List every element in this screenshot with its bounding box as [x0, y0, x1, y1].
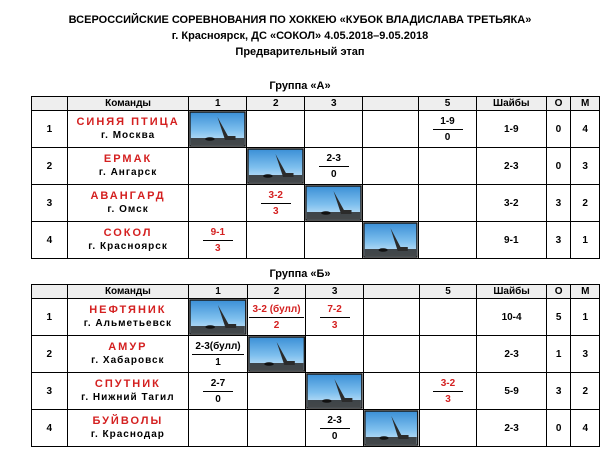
empty-cell: [419, 410, 477, 447]
row-number: 2: [32, 336, 68, 373]
self-match-cell: [364, 410, 420, 447]
empty-cell: [247, 111, 305, 148]
column-header-points: О: [546, 285, 571, 299]
row-number: 2: [32, 148, 68, 185]
empty-cell: [419, 185, 477, 222]
hockey-rink-icon: [305, 185, 362, 221]
score-result: 3-2: [433, 377, 463, 392]
empty-cell: [419, 222, 477, 259]
score-result: 2-3: [319, 152, 349, 167]
score-points: 0: [330, 168, 337, 180]
row-number: 4: [32, 410, 68, 447]
empty-cell: [363, 111, 419, 148]
team-name: АМУР: [108, 341, 148, 353]
goals-cell: 2-3: [477, 336, 546, 373]
score-cell: [306, 410, 364, 447]
team-name: БУЙВОЛЫ: [92, 415, 164, 427]
team-name: АВАНГАРД: [90, 190, 166, 202]
self-match-cell: [189, 111, 247, 148]
empty-cell: [419, 336, 477, 373]
column-header-blank: [32, 285, 68, 299]
match-score: [433, 115, 463, 144]
team-city: г. Краснодар: [90, 429, 165, 440]
self-match-cell: [305, 185, 363, 222]
team-cell: [67, 222, 189, 259]
column-header-c3: 3: [306, 285, 364, 299]
goals-cell: 5-9: [477, 373, 546, 410]
group-a-table: [31, 96, 600, 259]
team-cell: [67, 111, 189, 148]
empty-cell: [305, 222, 363, 259]
match-score: [203, 226, 233, 255]
score-points: 2: [273, 319, 280, 331]
team-city: г. Ангарск: [98, 167, 158, 178]
hockey-rink-icon: [247, 148, 304, 184]
column-header-c5: 5: [419, 97, 477, 111]
goals-cell: 2-3: [477, 410, 546, 447]
place-cell: 2: [571, 185, 600, 222]
column-header-c2: 2: [247, 285, 305, 299]
match-score: [320, 303, 350, 332]
team-cell: [67, 148, 189, 185]
place-cell: 1: [571, 299, 600, 336]
score-result: 3-2 (булл): [249, 303, 303, 318]
hockey-rink-icon: [364, 410, 419, 446]
column-header-c4: [364, 285, 420, 299]
match-score: [320, 414, 350, 443]
score-cell: [189, 373, 248, 410]
score-result: 9-1: [203, 226, 233, 241]
goals-cell: 3-2: [477, 185, 547, 222]
score-cell: [419, 373, 477, 410]
empty-cell: [305, 111, 363, 148]
points-cell: 3: [546, 373, 571, 410]
row-number: 4: [32, 222, 68, 259]
points-cell: 1: [546, 336, 571, 373]
match-score: [192, 340, 243, 369]
empty-cell: [364, 299, 420, 336]
score-result: 7-2: [320, 303, 350, 318]
row-number: 1: [32, 299, 68, 336]
table-row: [32, 111, 600, 148]
goals-cell: 2-3: [477, 148, 547, 185]
group-a-title: Группа «А»: [269, 80, 331, 92]
team-name: ЕРМАК: [103, 153, 153, 165]
empty-cell: [363, 148, 419, 185]
column-header-points: О: [546, 97, 571, 111]
table-row: [32, 299, 600, 336]
self-match-cell: [189, 299, 248, 336]
match-score: [261, 189, 291, 218]
team-city: г. Хабаровск: [91, 355, 165, 366]
points-cell: 0: [546, 148, 571, 185]
empty-cell: [247, 373, 305, 410]
points-cell: 5: [546, 299, 571, 336]
score-cell: [306, 299, 364, 336]
place-cell: 4: [571, 111, 600, 148]
table-header-row: [32, 97, 600, 111]
score-points: 3: [331, 319, 338, 331]
place-cell: 3: [571, 148, 600, 185]
hockey-rink-icon: [248, 336, 305, 372]
score-result: 3-2: [261, 189, 291, 204]
team-name: СПУТНИК: [94, 378, 161, 390]
table-row: [32, 185, 600, 222]
table-row: [32, 336, 600, 373]
score-points: 3: [215, 242, 221, 254]
page-title: ВСЕРОССИЙСКИЕ СОРЕВНОВАНИЯ ПО ХОККЕЮ «КУБОК ВЛАДИСЛАВА ТРЕТЬЯКА»: [68, 14, 532, 26]
score-result: 2-7: [203, 377, 233, 392]
column-header-goals: Шайбы: [477, 97, 547, 111]
empty-cell: [419, 148, 477, 185]
points-cell: 3: [546, 222, 571, 259]
score-points: 3: [445, 393, 451, 405]
team-cell: [67, 373, 188, 410]
team-city: г. Красноярск: [88, 241, 168, 252]
self-match-cell: [247, 336, 305, 373]
score-points: 0: [444, 131, 451, 143]
hockey-rink-icon: [189, 299, 247, 335]
hockey-rink-icon: [306, 373, 363, 409]
score-cell: [189, 222, 247, 259]
column-header-c4: [363, 97, 419, 111]
empty-cell: [306, 336, 364, 373]
table-header-row: [32, 285, 600, 299]
row-number: 1: [32, 111, 68, 148]
team-cell: [67, 410, 188, 447]
group-b-title: Группа «Б»: [269, 268, 331, 280]
empty-cell: [364, 373, 420, 410]
empty-cell: [189, 185, 247, 222]
match-score: [433, 377, 463, 406]
table-row: [32, 222, 600, 259]
column-header-teams: Команды: [67, 285, 188, 299]
empty-cell: [189, 410, 248, 447]
goals-cell: 10-4: [477, 299, 546, 336]
score-cell: [189, 336, 248, 373]
score-cell: [305, 148, 363, 185]
column-header-c5: 5: [419, 285, 477, 299]
score-cell: [419, 111, 477, 148]
place-cell: 2: [571, 373, 600, 410]
team-city: г. Омск: [107, 204, 149, 215]
self-match-cell: [247, 148, 305, 185]
row-number: 3: [32, 373, 68, 410]
table-row: [32, 148, 600, 185]
column-header-blank: [32, 97, 68, 111]
empty-cell: [247, 410, 305, 447]
column-header-place: М: [571, 285, 600, 299]
self-match-cell: [363, 222, 419, 259]
score-result: 2-3(булл): [192, 340, 243, 355]
empty-cell: [247, 222, 305, 259]
place-cell: 1: [571, 222, 600, 259]
team-name: НЕФТЯНИК: [89, 304, 167, 316]
team-city: г. Москва: [100, 130, 156, 141]
hockey-rink-icon: [189, 111, 246, 147]
stage-title: Предварительный этап: [235, 46, 365, 58]
event-venue-dates: г. Красноярск, ДС «СОКОЛ» 4.05.2018–9.05.2018: [171, 30, 429, 42]
self-match-cell: [306, 373, 364, 410]
empty-cell: [364, 336, 420, 373]
table-row: [32, 410, 600, 447]
empty-cell: [419, 299, 477, 336]
match-score: [203, 377, 233, 406]
row-number: 3: [32, 185, 68, 222]
place-cell: 3: [571, 336, 600, 373]
place-cell: 4: [571, 410, 600, 447]
hockey-rink-icon: [363, 222, 418, 258]
points-cell: 0: [546, 111, 571, 148]
match-score: [319, 152, 349, 181]
goals-cell: 9-1: [477, 222, 547, 259]
column-header-goals: Шайбы: [477, 285, 546, 299]
goals-cell: 1-9: [477, 111, 547, 148]
column-header-c2: 2: [247, 97, 305, 111]
column-header-place: М: [571, 97, 600, 111]
score-result: 1-9: [433, 115, 463, 130]
points-cell: 0: [546, 410, 571, 447]
score-points: 0: [215, 393, 221, 405]
group-b-table: [31, 284, 600, 447]
column-header-teams: Команды: [67, 97, 189, 111]
column-header-c1: 1: [189, 97, 247, 111]
team-cell: [67, 185, 189, 222]
empty-cell: [363, 185, 419, 222]
score-points: 1: [215, 356, 221, 368]
score-points: 0: [331, 430, 338, 442]
points-cell: 3: [546, 185, 571, 222]
team-city: г. Нижний Тагил: [81, 392, 175, 403]
score-cell: [247, 185, 305, 222]
team-name: СОКОЛ: [103, 227, 153, 239]
match-score: [249, 303, 303, 332]
score-cell: [247, 299, 305, 336]
table-row: [32, 373, 600, 410]
team-name: СИНЯЯ ПТИЦА: [76, 116, 180, 128]
team-cell: [67, 336, 188, 373]
column-header-c1: 1: [189, 285, 248, 299]
score-result: 2-3: [320, 414, 350, 429]
team-cell: [67, 299, 188, 336]
column-header-c3: 3: [305, 97, 363, 111]
team-city: г. Альметьевск: [83, 318, 173, 329]
score-points: 3: [272, 205, 279, 217]
empty-cell: [189, 148, 247, 185]
